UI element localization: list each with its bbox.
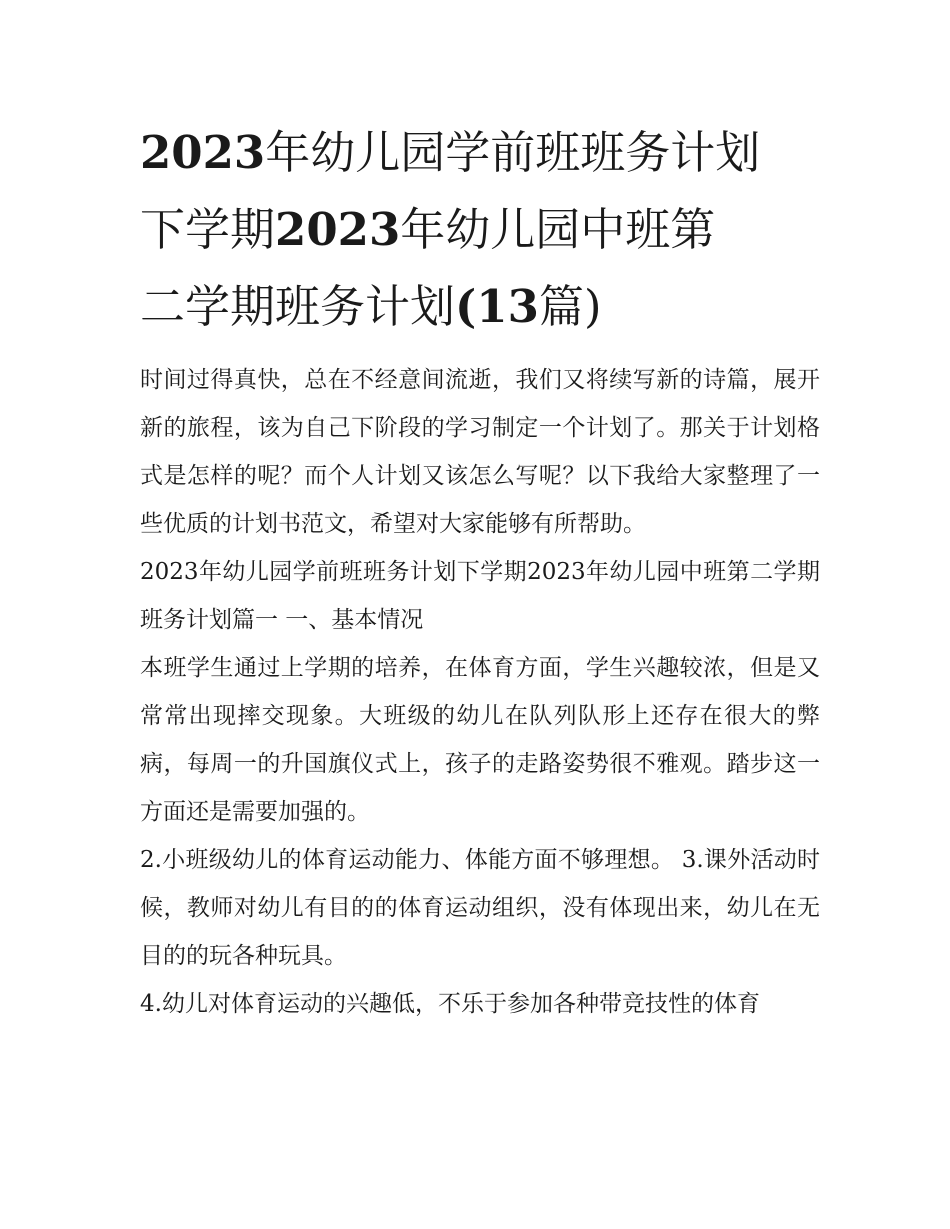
title-text-4: 二学期班务计划 (140, 280, 456, 333)
title-text-1: 年幼儿园学前班班务计划 (265, 126, 761, 179)
document-body (140, 356, 820, 1028)
title-text-5: 篇) (538, 280, 602, 333)
document-title (140, 114, 820, 345)
title-count: (13 (455, 280, 539, 333)
title-text-2: 下学期 (140, 203, 276, 256)
intro-paragraph: 时间过得真快，总在不经意间流逝，我们又将续写新的诗篇，展开新的旅程，该为自己下阶段的学习制定一个计划了。那关于计划格式是怎样的呢？而个人计划又该怎么写呢？以下我给大家整理了一些优质的计划书范文，希望对大家能够有所帮助。 (140, 367, 820, 537)
title-year-2: 2023 (275, 203, 401, 256)
title-year-1: 2023 (140, 126, 266, 179)
item-2-3-paragraph: 2.小班级幼儿的体育运动能力、体能方面不够理想。 3.课外活动时候，教师对幼儿有目的的体育运动组织，没有体现出来，幼儿在无目的的玩各种玩具。 (140, 847, 820, 969)
section-heading-paragraph: 2023年幼儿园学前班班务计划下学期2023年幼儿园中班第二学期班务计划篇一 一、基本情况 (140, 559, 820, 633)
item-4-paragraph: 4.幼儿对体育运动的兴趣低，不乐于参加各种带竞技性的体育 (140, 991, 760, 1017)
title-text-3: 年幼儿园中班第 (400, 203, 716, 256)
situation-paragraph: 本班学生通过上学期的培养，在体育方面，学生兴趣较浓，但是又常常出现摔交现象。大班级的幼儿在队列队形上还存在很大的弊病，每周一的升国旗仪式上，孩子的走路姿势很不雅观。踏步这一方面还是需要加强的。 (140, 655, 820, 825)
